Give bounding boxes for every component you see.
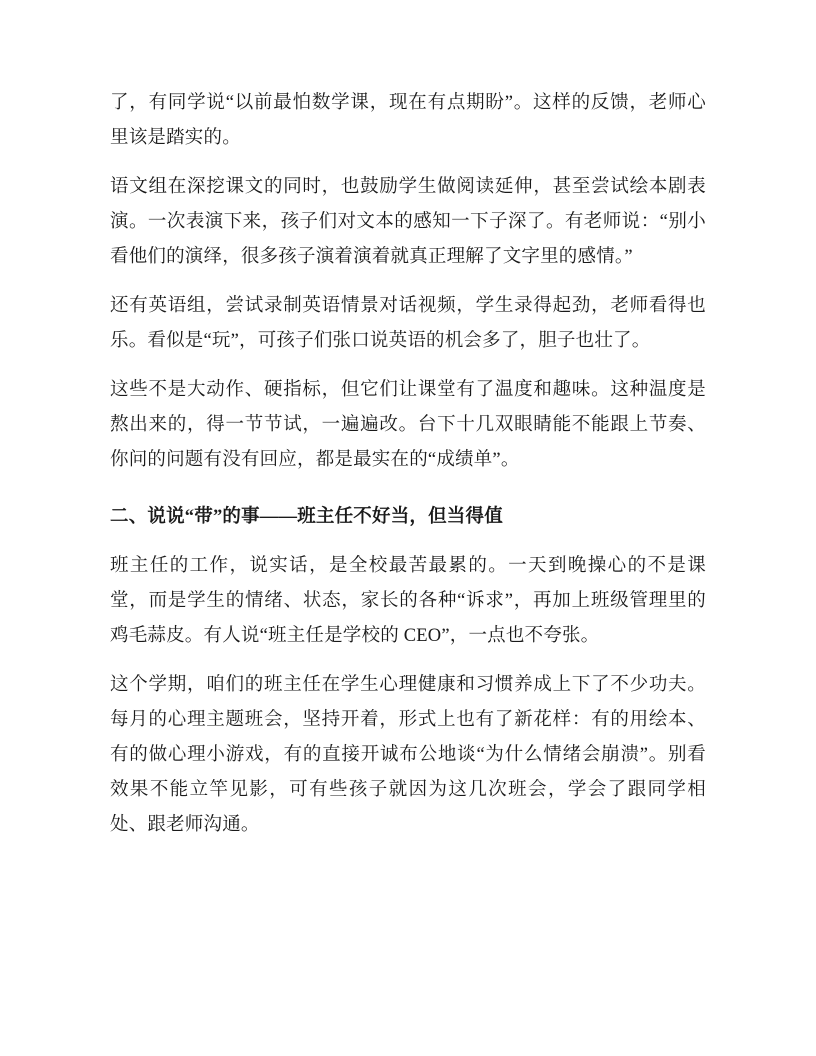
paragraph-chinese-group: 语文组在深挖课文的同时，也鼓励学生做阅读延伸，甚至尝试绘本剧表演。一次表演下来，孩子们对文本的感知一下子深了。有老师说：“别小看他们的演绎，很多孩子演着演着就真正理解了文字里的感情。”	[110, 177, 706, 267]
section-heading-homeroom: 二、说说“带”的事——班主任不好当，但当得值	[110, 507, 503, 527]
paragraph-this-term: 这个学期，咱们的班主任在学生心理健康和习惯养成上下了不少功夫。每月的心理主题班会，坚持开着，形式上也有了新花样：有的用绘本、有的做心理小游戏，有的直接开诚布公地谈“为什么情绪会崩溃”。别看效果不能立竿见影，可有些孩子就因为这几次班会，学会了跟同学相处、跟老师沟通。	[110, 675, 706, 835]
document-body	[110, 86, 706, 843]
paragraph-classroom-warmth: 这些不是大动作、硬指标，但它们让课堂有了温度和趣味。这种温度是熬出来的，得一节节试，一遍遍改。台下十几双眼睛能不能跟上节奏、你问的问题有没有回应，都是最实在的“成绩单”。	[110, 380, 706, 470]
paragraph-feedback: 了，有同学说“以前最怕数学课，现在有点期盼”。这样的反馈，老师心里该是踏实的。	[110, 93, 706, 148]
paragraph-english-group: 还有英语组，尝试录制英语情景对话视频，学生录得起劲，老师看得也乐。看似是“玩”，可孩子们张口说英语的机会多了，胆子也壮了。	[110, 296, 706, 351]
paragraph-homeroom-work: 班主任的工作，说实话，是全校最苦最累的。一天到晚操心的不是课堂，而是学生的情绪、状态，家长的各种“诉求”，再加上班级管理里的鸡毛蒜皮。有人说“班主任是学校的 CEO”，一点也不夸张。	[110, 556, 706, 646]
